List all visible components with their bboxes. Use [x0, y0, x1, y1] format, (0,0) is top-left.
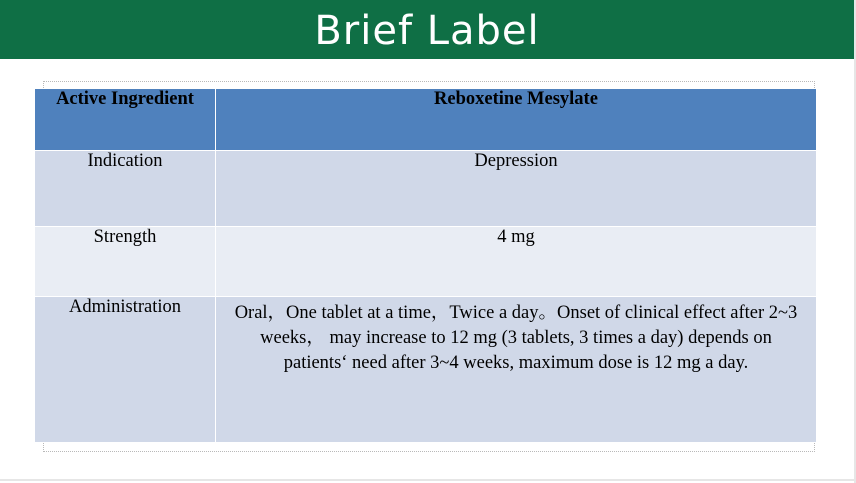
title-bar: [0, 0, 856, 59]
active-ingredient-label: Active Ingredient: [35, 89, 216, 151]
strength-value: 4 mg: [216, 227, 817, 297]
administration-label: Administration: [35, 297, 216, 443]
indication-value: Depression: [216, 151, 817, 227]
brief-label-table: [34, 88, 817, 443]
strength-label: Strength: [35, 227, 216, 297]
indication-label: Indication: [35, 151, 216, 227]
active-ingredient-value: Reboxetine Mesylate: [216, 89, 817, 151]
slide-bottom-edge: [0, 479, 856, 481]
table-row-administration: [35, 297, 817, 443]
page-title: Brief Label: [314, 7, 540, 54]
table-row-indication: [35, 151, 817, 227]
table-row-strength: [35, 227, 817, 297]
table-header-row: [35, 89, 817, 151]
administration-value: Oral，One tablet at a time，Twice a day。Onset of clinical effect after 2~3 weeks， may increase to 12 mg (3 tablets, 3 times a day) depends on patients‘ need after 3~4 weeks, maximum dose is 12 mg a day.: [216, 297, 817, 443]
